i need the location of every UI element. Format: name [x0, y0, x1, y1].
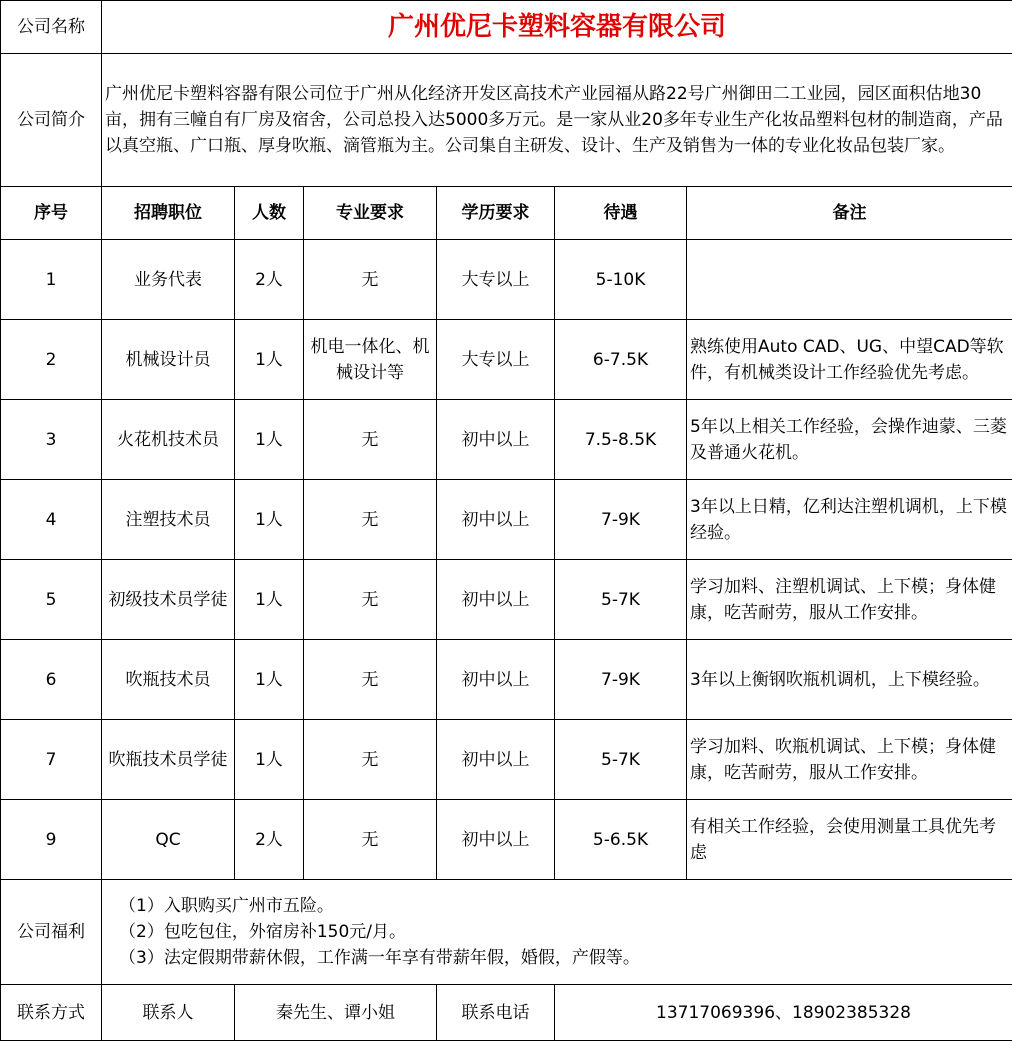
- row-major: 无: [304, 240, 437, 320]
- row-salary: 7-9K: [555, 640, 687, 720]
- row-count: 2人: [235, 240, 304, 320]
- header-no: 序号: [1, 187, 102, 240]
- row-note: 学习加料、吹瓶机调试、上下模；身体健康，吃苦耐劳，服从工作安排。: [687, 720, 1012, 800]
- row-note: 学习加料、注塑机调试、上下模；身体健康，吃苦耐劳，服从工作安排。: [687, 560, 1012, 640]
- row-education: 初中以上: [437, 560, 555, 640]
- table-row: [1, 560, 1012, 640]
- header-salary: 待遇: [555, 187, 687, 240]
- row-education: 初中以上: [437, 800, 555, 880]
- table-header-row: [1, 187, 1012, 240]
- row-count: 1人: [235, 400, 304, 480]
- header-major: 专业要求: [304, 187, 437, 240]
- table-row: [1, 800, 1012, 880]
- row-education: 初中以上: [437, 400, 555, 480]
- row-salary: 5-7K: [555, 720, 687, 800]
- header-education: 学历要求: [437, 187, 555, 240]
- row-position: 业务代表: [102, 240, 235, 320]
- row-no: 2: [1, 320, 102, 400]
- row-major: 无: [304, 720, 437, 800]
- row-no: 4: [1, 480, 102, 560]
- row-position: 吹瓶技术员: [102, 640, 235, 720]
- contact-row: [1, 985, 1012, 1041]
- row-salary: 5-7K: [555, 560, 687, 640]
- table-row: [1, 640, 1012, 720]
- row-major: 无: [304, 480, 437, 560]
- row-salary: 6-7.5K: [555, 320, 687, 400]
- row-note: 3年以上日精，亿利达注塑机调机，上下模经验。: [687, 480, 1012, 560]
- header-position: 招聘职位: [102, 187, 235, 240]
- row-no: 5: [1, 560, 102, 640]
- row-salary: 5-6.5K: [555, 800, 687, 880]
- row-salary: 7.5-8.5K: [555, 400, 687, 480]
- row-salary: 7-9K: [555, 480, 687, 560]
- row-position: 机械设计员: [102, 320, 235, 400]
- row-count: 1人: [235, 480, 304, 560]
- row-salary: 5-10K: [555, 240, 687, 320]
- company-name-row: [1, 1, 1012, 54]
- row-education: 初中以上: [437, 720, 555, 800]
- row-count: 1人: [235, 560, 304, 640]
- row-no: 3: [1, 400, 102, 480]
- benefit-item: （3）法定假期带薪休假，工作满一年享有带薪年假，婚假，产假等。: [105, 945, 1009, 971]
- row-education: 初中以上: [437, 640, 555, 720]
- row-no: 6: [1, 640, 102, 720]
- row-education: 初中以上: [437, 480, 555, 560]
- row-no: 9: [1, 800, 102, 880]
- row-count: 1人: [235, 720, 304, 800]
- row-education: 大专以上: [437, 240, 555, 320]
- row-major: 机电一体化、机械设计等: [304, 320, 437, 400]
- row-position: 火花机技术员: [102, 400, 235, 480]
- contact-person-label: 联系人: [102, 985, 235, 1041]
- benefits-list: [102, 880, 1012, 985]
- row-note: 有相关工作经验，会使用测量工具优先考虑: [687, 800, 1012, 880]
- benefit-item: （1）入职购买广州市五险。: [105, 893, 1009, 919]
- header-count: 人数: [235, 187, 304, 240]
- row-education: 大专以上: [437, 320, 555, 400]
- table-row: [1, 480, 1012, 560]
- row-note: [687, 240, 1012, 320]
- row-major: 无: [304, 560, 437, 640]
- row-note: 5年以上相关工作经验，会操作迪蒙、三菱及普通火花机。: [687, 400, 1012, 480]
- company-name-label: 公司名称: [1, 1, 102, 54]
- company-intro-text: 广州优尼卡塑料容器有限公司位于广州从化经济开发区高技术产业园福从路22号广州御田二工业园，园区面积估地30亩，拥有三幢自有厂房及宿舍，公司总投入达5000多万元。是一家从业20多年专业生产化妆品塑料包材的制造商，产品以真空瓶、广口瓶、厚身吹瓶、滴管瓶为主。公司集自主研发、设计、生产及销售为一体的专业化妆品包装厂家。: [102, 54, 1012, 187]
- contact-phone-label: 联系电话: [437, 985, 555, 1041]
- row-position: 初级技术员学徒: [102, 560, 235, 640]
- row-count: 2人: [235, 800, 304, 880]
- row-note: 熟练使用Auto CAD、UG、中望CAD等软件，有机械类设计工作经验优先考虑。: [687, 320, 1012, 400]
- contact-person: 秦先生、谭小姐: [235, 985, 437, 1041]
- table-row: [1, 720, 1012, 800]
- row-no: 7: [1, 720, 102, 800]
- company-intro-row: [1, 54, 1012, 187]
- row-no: 1: [1, 240, 102, 320]
- row-major: 无: [304, 400, 437, 480]
- contact-label: 联系方式: [1, 985, 102, 1041]
- row-position: QC: [102, 800, 235, 880]
- table-row: [1, 240, 1012, 320]
- table-row: [1, 400, 1012, 480]
- row-major: 无: [304, 640, 437, 720]
- benefits-row: [1, 880, 1012, 985]
- company-name: 广州优尼卡塑料容器有限公司: [102, 1, 1012, 54]
- table-row: [1, 320, 1012, 400]
- contact-phone: 13717069396、18902385328: [555, 985, 1012, 1041]
- row-position: 注塑技术员: [102, 480, 235, 560]
- header-note: 备注: [687, 187, 1012, 240]
- row-note: 3年以上衡钢吹瓶机调机，上下模经验。: [687, 640, 1012, 720]
- benefit-item: （2）包吃包住，外宿房补150元/月。: [105, 919, 1009, 945]
- row-major: 无: [304, 800, 437, 880]
- row-position: 吹瓶技术员学徒: [102, 720, 235, 800]
- benefits-label: 公司福利: [1, 880, 102, 985]
- row-count: 1人: [235, 320, 304, 400]
- row-count: 1人: [235, 640, 304, 720]
- company-intro-label: 公司简介: [1, 54, 102, 187]
